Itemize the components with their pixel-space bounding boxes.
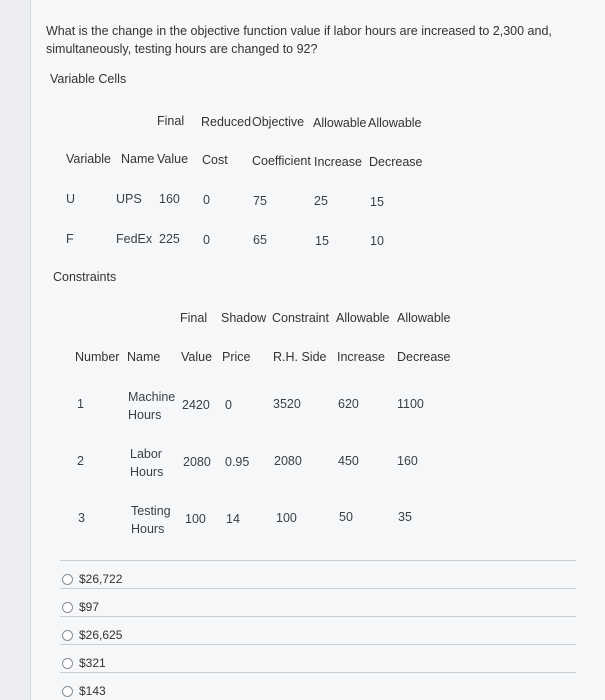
c-header-price: Price (222, 350, 251, 364)
vc-row2-coefficient: 65 (253, 233, 267, 247)
vc-header-objective: Objective (252, 115, 305, 129)
vc-row2-variable: F (66, 232, 74, 246)
c-row3-value: 100 (185, 512, 206, 526)
c-row2-value: 2080 (183, 455, 211, 469)
c-header-final: Final (180, 311, 208, 325)
c-row2-price: 0.95 (225, 455, 250, 469)
c-header-allowable-2: Allowable (397, 311, 451, 325)
vc-row2-decrease: 10 (370, 234, 384, 248)
vc-row1-cost: 0 (203, 193, 210, 207)
vc-row1-coefficient: 75 (253, 194, 267, 208)
c-row3-price: 14 (226, 512, 240, 526)
divider (60, 672, 576, 673)
option-2-label: $97 (79, 600, 100, 614)
constraints-title: Constraints (53, 270, 117, 284)
radio-button[interactable] (62, 630, 73, 641)
c-row2-increase: 450 (338, 454, 359, 468)
c-row2-name: Labor Hours (130, 447, 164, 479)
vc-header-coefficient: Coefficient (252, 154, 311, 168)
vc-header-cost: Cost (202, 153, 228, 167)
c-row1-rhs: 3520 (273, 397, 301, 411)
option-4-label: $321 (79, 656, 106, 670)
c-row3-increase: 50 (339, 510, 353, 524)
c-header-constraint: Constraint (272, 311, 329, 325)
c-row1-decrease: 1100 (397, 397, 424, 411)
c-row1-value: 2420 (182, 398, 210, 412)
vc-header-value: Value (157, 152, 189, 166)
c-header-name: Name (127, 350, 161, 364)
vc-header-increase: Increase (314, 155, 362, 169)
radio-button[interactable] (62, 658, 73, 669)
c-row2-number: 2 (77, 454, 84, 468)
c-header-decrease: Decrease (397, 350, 451, 364)
vc-header-name: Name (121, 152, 155, 166)
vc-row2-value: 225 (159, 232, 180, 246)
c-header-allowable-1: Allowable (336, 311, 390, 325)
c-row3-rhs: 100 (276, 511, 297, 525)
c-row2-decrease: 160 (397, 454, 418, 468)
c-row1-number: 1 (77, 397, 84, 411)
c-row2-rhs: 2080 (274, 454, 302, 468)
c-header-value: Value (181, 350, 213, 364)
vc-header-allowable-2: Allowable (368, 116, 422, 130)
option-1-label: $26,722 (79, 572, 123, 586)
vc-row1-variable: U (66, 192, 76, 206)
divider (60, 560, 576, 561)
c-header-rhs: R.H. Side (273, 350, 327, 364)
c-row1-name: Machine Hours (128, 390, 176, 422)
c-row3-name: Testing Hours (131, 504, 171, 536)
radio-button[interactable] (62, 686, 73, 697)
divider (60, 644, 576, 645)
option-3-label: $26,625 (79, 628, 123, 642)
vc-header-variable: Variable (66, 152, 111, 166)
vc-row1-value: 160 (159, 192, 180, 206)
vc-row1-name: UPS (116, 192, 142, 206)
vc-header-decrease: Decrease (369, 155, 423, 169)
c-row1-increase: 620 (338, 397, 359, 411)
vc-row2-increase: 15 (315, 234, 329, 248)
option-5-label: $143 (79, 684, 106, 698)
vc-header-reduced: Reduced (201, 115, 252, 129)
vc-header-final: Final (157, 114, 185, 128)
variable-cells-title: Variable Cells (50, 72, 127, 86)
c-header-increase: Increase (337, 350, 385, 364)
vc-row1-decrease: 15 (370, 195, 384, 209)
c-header-shadow: Shadow (221, 311, 267, 325)
c-header-number: Number (75, 350, 120, 364)
vc-header-allowable-1: Allowable (313, 116, 367, 130)
vc-row2-name: FedEx (116, 232, 153, 246)
c-row3-number: 3 (78, 511, 85, 525)
radio-button[interactable] (62, 574, 73, 585)
c-row1-price: 0 (225, 398, 232, 412)
c-row3-decrease: 35 (398, 510, 412, 524)
vc-row2-cost: 0 (203, 233, 210, 247)
vc-row1-increase: 25 (314, 194, 328, 208)
divider (60, 616, 576, 617)
radio-button[interactable] (62, 602, 73, 613)
divider (60, 588, 576, 589)
question-text: What is the change in the objective function value if labor hours are increased to 2,300 and, simultaneously, testing hours are changed to 92? (46, 24, 552, 56)
